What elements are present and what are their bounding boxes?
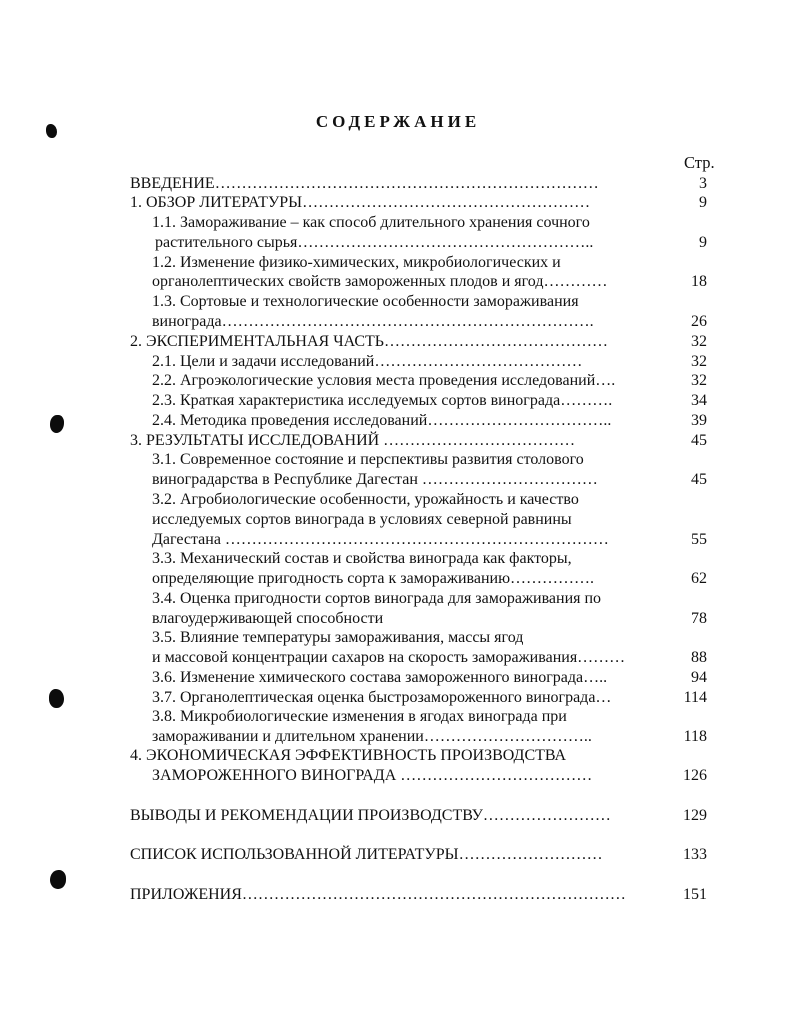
toc-page-number: 88 [691,649,707,666]
toc-page-number: 129 [683,807,707,824]
toc-page-number: 39 [691,412,707,429]
toc-page-number: 32 [691,372,707,389]
toc-entry-continuation: и массовой концентрации сахаров на скорость замораживания……… [152,649,626,666]
toc-page-number: 151 [683,886,707,903]
toc-entry-line: 3.8. Микробиологические изменения в ягодах винограда при [152,708,567,725]
toc-entry-line: 2.2. Агроэкологические условия места проведения исследований…. [152,372,616,389]
toc-entry-continuation: влагоудерживающей способности [152,610,384,627]
toc-page-number: 126 [683,767,707,784]
scan-blot-2 [50,415,64,433]
toc-entry-continuation: Дагестана ……………………………………………………………… [152,531,609,548]
toc-entry-continuation: органолептических свойств замороженных плодов и ягод………… [152,273,608,290]
toc-entry-line: 2.4. Методика проведения исследований…………………………….. [152,412,612,429]
toc-entry-line: 1. ОБЗОР ЛИТЕРАТУРЫ……………………………………………… [130,194,591,211]
toc-entry-continuation: винограда……………………………………………………………. [152,313,594,330]
toc-page-number: 94 [691,669,707,686]
toc-entry-continuation: виноградарства в Республике Дагестан …………………………… [152,471,598,488]
toc-entry-line: 1.3. Сортовые и технологические особенности замораживания [152,293,579,310]
toc-entry-line: 3.4. Оценка пригодности сортов винограда для замораживания по [152,590,602,607]
toc-entry-line: 3.3. Механический состав и свойства винограда как факторы, [152,550,572,567]
toc-entry-line: 3.7. Органолептическая оценка быстрозамороженного винограда… [152,689,612,706]
toc-entry-line: ВВЕДЕНИЕ……………………………………………………………… [130,175,599,192]
toc-entry-continuation: растительного сырья……………………………………………….. [155,234,594,251]
toc-page-number: 55 [691,531,707,548]
page-column-label: Стр. [684,153,715,172]
toc-page-number: 118 [683,728,707,745]
toc-entry-line: 3.5. Влияние температуры замораживания, массы ягод [152,629,524,646]
scan-blot-4 [50,870,66,889]
toc-entry-continuation: исследуемых сортов винограда в условиях северной равнины [152,511,572,528]
toc-page-number: 9 [699,194,707,211]
toc-entry-line: 3.1. Современное состояние и перспективы развития столового [152,451,584,468]
toc-page-number: 78 [691,610,707,627]
scan-blot-1 [46,124,57,138]
toc-page-number: 45 [691,471,707,488]
toc-entry-line: 2. ЭКСПЕРИМЕНТАЛЬНАЯ ЧАСТЬ…………………………………… [130,333,608,350]
toc-page-number: 3 [699,175,707,192]
toc-entry-continuation: определяющие пригодность сорта к замораживанию……………. [152,570,595,587]
toc-page-number: 133 [683,846,707,863]
toc-page-number: 26 [691,313,707,330]
toc-entry-line: 3.6. Изменение химического состава замороженного винограда….. [152,669,608,686]
toc-page-number: 114 [683,689,707,706]
toc-entry-line: 2.1. Цели и задачи исследований………………………………… [152,353,583,370]
toc-entry-continuation: ЗАМОРОЖЕННОГО ВИНОГРАДА ……………………………… [152,767,593,784]
toc-entry-line: ВЫВОДЫ И РЕКОМЕНДАЦИИ ПРОИЗВОДСТВУ…………………… [130,807,611,824]
toc-page-number: 32 [691,333,707,350]
toc-entry-line: 3.2. Агробиологические особенности, урожайность и качество [152,491,579,508]
toc-entry-line: 4. ЭКОНОМИЧЕСКАЯ ЭФФЕКТИВНОСТЬ ПРОИЗВОДСТВА [130,747,567,764]
toc-entry-line: 3. РЕЗУЛЬТАТЫ ИССЛЕДОВАНИЙ ……………………………… [130,432,576,449]
toc-page-number: 9 [699,234,707,251]
toc-page-number: 62 [691,570,707,587]
toc-entry-line: 2.3. Краткая характеристика исследуемых сортов винограда………. [152,392,613,409]
toc-page-number: 34 [691,392,707,409]
toc-entry-continuation: замораживании и длительном хранении………………………….. [152,728,592,745]
toc-entry-line: СПИСОК ИСПОЛЬЗОВАННОЙ ЛИТЕРАТУРЫ……………………… [130,846,603,863]
toc-page-number: 32 [691,353,707,370]
toc-entry-line: 1.2. Изменение физико-химических, микробиологических и [152,254,561,271]
scan-blot-3 [49,689,64,708]
toc-page-number: 18 [691,273,707,290]
toc-heading: СОДЕРЖАНИЕ [315,112,481,131]
toc-entry-line: 1.1. Замораживание – как способ длительного хранения сочного [152,214,590,231]
toc-page-number: 45 [691,432,707,449]
toc-entry-line: ПРИЛОЖЕНИЯ……………………………………………………………… [130,886,626,903]
